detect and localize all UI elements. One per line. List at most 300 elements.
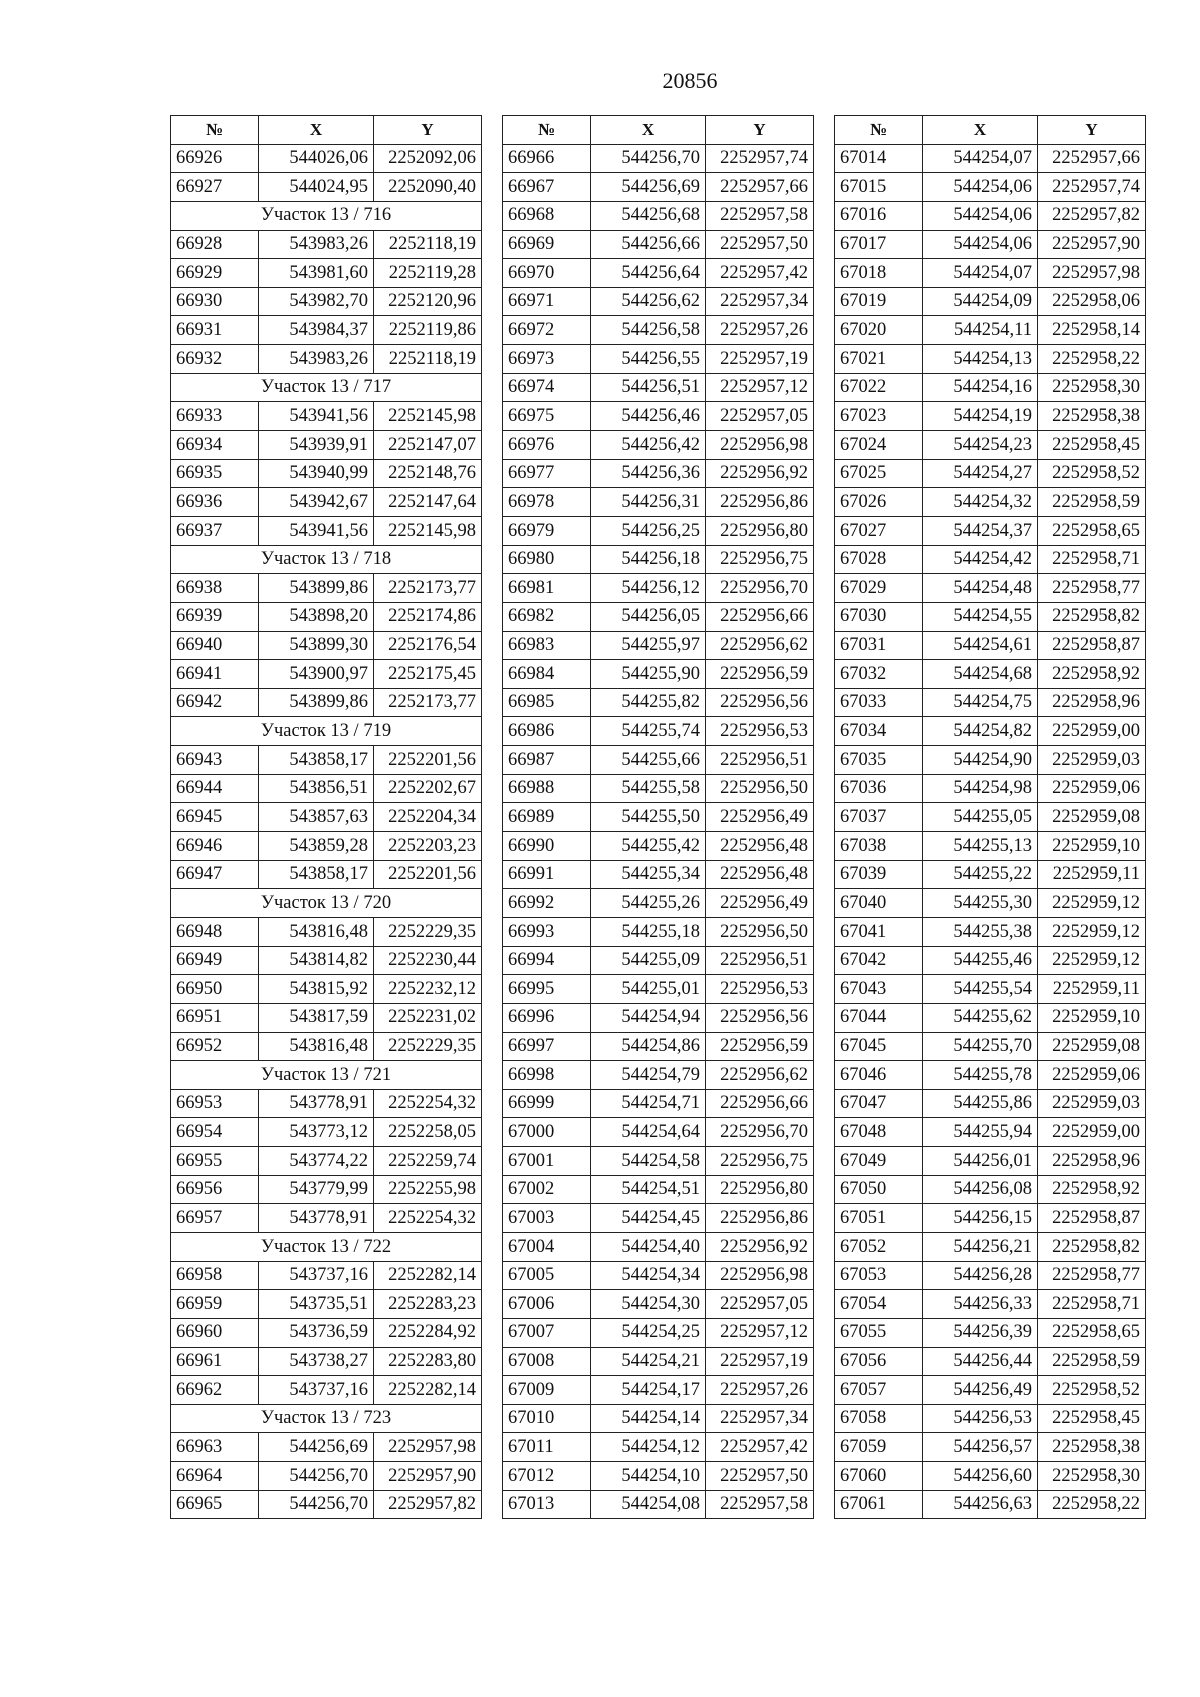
x-coordinate-cell: 544255,74: [591, 717, 706, 746]
x-coordinate-cell: 544256,15: [923, 1204, 1038, 1233]
y-coordinate-cell: 2252282,14: [374, 1376, 482, 1405]
y-coordinate-cell: 2252958,30: [1038, 373, 1146, 402]
table-row: [835, 660, 1146, 689]
y-coordinate-cell: 2252956,62: [706, 1061, 814, 1090]
table-row: [835, 860, 1146, 889]
table-row: [503, 946, 814, 975]
x-coordinate-cell: 544256,69: [591, 173, 706, 202]
section-row: [171, 1061, 482, 1090]
x-coordinate-cell: 544254,08: [591, 1490, 706, 1519]
section-row: [171, 373, 482, 402]
x-coordinate-cell: 543815,92: [259, 975, 374, 1004]
x-coordinate-cell: 544254,42: [923, 545, 1038, 574]
x-coordinate-cell: 544255,38: [923, 917, 1038, 946]
table-row: [171, 516, 482, 545]
table-row: [503, 1175, 814, 1204]
y-coordinate-cell: 2252147,64: [374, 488, 482, 517]
point-number-cell: 66966: [503, 144, 591, 173]
point-number-cell: 67021: [835, 345, 923, 374]
y-coordinate-cell: 2252258,05: [374, 1118, 482, 1147]
point-number-cell: 67042: [835, 946, 923, 975]
point-number-cell: 67054: [835, 1290, 923, 1319]
y-coordinate-cell: 2252957,74: [706, 144, 814, 173]
point-number-cell: 67038: [835, 832, 923, 861]
x-coordinate-cell: 544254,16: [923, 373, 1038, 402]
x-coordinate-cell: 544256,42: [591, 431, 706, 460]
x-coordinate-cell: 544255,50: [591, 803, 706, 832]
y-coordinate-cell: 2252956,66: [706, 602, 814, 631]
point-number-cell: 67009: [503, 1376, 591, 1405]
y-coordinate-cell: 2252956,66: [706, 1089, 814, 1118]
x-coordinate-cell: 543898,20: [259, 602, 374, 631]
point-number-cell: 67007: [503, 1318, 591, 1347]
y-coordinate-cell: 2252956,51: [706, 746, 814, 775]
x-coordinate-cell: 544254,98: [923, 774, 1038, 803]
table-row: [503, 631, 814, 660]
table-row: [171, 316, 482, 345]
point-number-cell: 67000: [503, 1118, 591, 1147]
x-coordinate-cell: 544254,12: [591, 1433, 706, 1462]
y-coordinate-cell: 2252959,10: [1038, 1003, 1146, 1032]
y-coordinate-cell: 2252959,12: [1038, 946, 1146, 975]
x-coordinate-cell: 544256,25: [591, 516, 706, 545]
point-number-cell: 67005: [503, 1261, 591, 1290]
y-coordinate-cell: 2252282,14: [374, 1261, 482, 1290]
x-coordinate-cell: 544254,90: [923, 746, 1038, 775]
point-number-cell: 66995: [503, 975, 591, 1004]
y-coordinate-cell: 2252956,98: [706, 1261, 814, 1290]
y-coordinate-cell: 2252959,12: [1038, 917, 1146, 946]
y-coordinate-cell: 2252201,56: [374, 860, 482, 889]
x-coordinate-cell: 544254,37: [923, 516, 1038, 545]
table-row: [835, 917, 1146, 946]
table-row: [503, 431, 814, 460]
table-row: [835, 1261, 1146, 1290]
x-coordinate-cell: 543737,16: [259, 1376, 374, 1405]
point-number-cell: 66978: [503, 488, 591, 517]
table-row: [171, 230, 482, 259]
x-coordinate-cell: 543778,91: [259, 1089, 374, 1118]
x-coordinate-cell: 544255,82: [591, 688, 706, 717]
point-number-cell: 67048: [835, 1118, 923, 1147]
y-coordinate-cell: 2252283,80: [374, 1347, 482, 1376]
x-coordinate-cell: 543857,63: [259, 803, 374, 832]
x-coordinate-cell: 543942,67: [259, 488, 374, 517]
x-coordinate-cell: 543981,60: [259, 259, 374, 288]
x-coordinate-cell: 544254,13: [923, 345, 1038, 374]
table-row: [171, 574, 482, 603]
point-number-cell: 66952: [171, 1032, 259, 1061]
point-number-cell: 67023: [835, 402, 923, 431]
point-number-cell: 66996: [503, 1003, 591, 1032]
x-coordinate-cell: 544254,86: [591, 1032, 706, 1061]
point-number-cell: 67018: [835, 259, 923, 288]
x-coordinate-cell: 543858,17: [259, 746, 374, 775]
point-number-cell: 66970: [503, 259, 591, 288]
y-coordinate-cell: 2252956,70: [706, 574, 814, 603]
table-row: [171, 660, 482, 689]
table-row: [171, 1462, 482, 1491]
point-number-cell: 67050: [835, 1175, 923, 1204]
y-coordinate-cell: 2252957,82: [374, 1490, 482, 1519]
table-row: [503, 975, 814, 1004]
y-coordinate-cell: 2252957,42: [706, 259, 814, 288]
y-coordinate-cell: 2252958,87: [1038, 1204, 1146, 1233]
point-number-cell: 66968: [503, 201, 591, 230]
x-coordinate-cell: 544255,78: [923, 1061, 1038, 1090]
y-coordinate-cell: 2252229,35: [374, 917, 482, 946]
y-coordinate-cell: 2252958,45: [1038, 431, 1146, 460]
y-coordinate-cell: 2252259,74: [374, 1147, 482, 1176]
y-coordinate-cell: 2252959,06: [1038, 1061, 1146, 1090]
point-number-cell: 67013: [503, 1490, 591, 1519]
table-row: [503, 688, 814, 717]
table-row: [835, 488, 1146, 517]
y-coordinate-cell: 2252092,06: [374, 144, 482, 173]
y-coordinate-cell: 2252174,86: [374, 602, 482, 631]
x-coordinate-cell: 544254,55: [923, 602, 1038, 631]
table-row: [171, 688, 482, 717]
y-coordinate-cell: 2252957,58: [706, 201, 814, 230]
y-coordinate-cell: 2252957,42: [706, 1433, 814, 1462]
x-coordinate-cell: 543941,56: [259, 516, 374, 545]
point-number-cell: 67055: [835, 1318, 923, 1347]
y-coordinate-cell: 2252958,06: [1038, 287, 1146, 316]
table-row: [835, 1061, 1146, 1090]
y-coordinate-cell: 2252957,34: [706, 1404, 814, 1433]
point-number-cell: 66997: [503, 1032, 591, 1061]
y-coordinate-cell: 2252956,80: [706, 1175, 814, 1204]
y-coordinate-cell: 2252956,50: [706, 774, 814, 803]
point-number-cell: 66985: [503, 688, 591, 717]
table-row: [835, 832, 1146, 861]
point-number-cell: 67052: [835, 1232, 923, 1261]
x-coordinate-cell: 544254,06: [923, 173, 1038, 202]
table-row: [171, 832, 482, 861]
coordinates-table-3: [834, 115, 1146, 1519]
y-coordinate-cell: 2252956,53: [706, 975, 814, 1004]
table-row: [835, 774, 1146, 803]
point-number-cell: 66956: [171, 1175, 259, 1204]
x-coordinate-cell: 544255,22: [923, 860, 1038, 889]
section-row: [171, 201, 482, 230]
point-number-cell: 66992: [503, 889, 591, 918]
y-coordinate-cell: 2252958,65: [1038, 1318, 1146, 1347]
y-coordinate-cell: 2252958,45: [1038, 1404, 1146, 1433]
x-coordinate-cell: 543816,48: [259, 917, 374, 946]
y-coordinate-cell: 2252956,86: [706, 488, 814, 517]
table-row: [171, 431, 482, 460]
point-number-cell: 66926: [171, 144, 259, 173]
x-coordinate-cell: 544256,70: [259, 1462, 374, 1491]
point-number-cell: 66991: [503, 860, 591, 889]
point-number-cell: 67020: [835, 316, 923, 345]
y-coordinate-cell: 2252148,76: [374, 459, 482, 488]
y-coordinate-cell: 2252958,87: [1038, 631, 1146, 660]
x-coordinate-cell: 544256,51: [591, 373, 706, 402]
y-coordinate-cell: 2252958,92: [1038, 1175, 1146, 1204]
table-row: [503, 1204, 814, 1233]
table-row: [835, 402, 1146, 431]
y-coordinate-cell: 2252231,02: [374, 1003, 482, 1032]
y-coordinate-cell: 2252957,82: [1038, 201, 1146, 230]
table-row: [171, 803, 482, 832]
point-number-cell: 67029: [835, 574, 923, 603]
table-row: [503, 746, 814, 775]
header-x: X: [591, 116, 706, 145]
table-row: [835, 1376, 1146, 1405]
table-row: [835, 1347, 1146, 1376]
y-coordinate-cell: 2252956,48: [706, 860, 814, 889]
table-row: [835, 287, 1146, 316]
header-y: Y: [1038, 116, 1146, 145]
table-row: [835, 574, 1146, 603]
point-number-cell: 66962: [171, 1376, 259, 1405]
table-row: [503, 889, 814, 918]
coordinates-table-2: [502, 115, 814, 1519]
point-number-cell: 66949: [171, 946, 259, 975]
y-coordinate-cell: 2252956,75: [706, 545, 814, 574]
table-row: [503, 1404, 814, 1433]
point-number-cell: 66975: [503, 402, 591, 431]
x-coordinate-cell: 544255,97: [591, 631, 706, 660]
point-number-cell: 67045: [835, 1032, 923, 1061]
table-row: [503, 459, 814, 488]
table-header-row: [503, 116, 814, 145]
point-number-cell: 67012: [503, 1462, 591, 1491]
table-row: [503, 1347, 814, 1376]
y-coordinate-cell: 2252956,53: [706, 717, 814, 746]
x-coordinate-cell: 543817,59: [259, 1003, 374, 1032]
table-row: [503, 774, 814, 803]
x-coordinate-cell: 544254,19: [923, 402, 1038, 431]
x-coordinate-cell: 543983,26: [259, 230, 374, 259]
point-number-cell: 66983: [503, 631, 591, 660]
table-row: [503, 602, 814, 631]
header-number: №: [171, 116, 259, 145]
x-coordinate-cell: 544026,06: [259, 144, 374, 173]
x-coordinate-cell: 543816,48: [259, 1032, 374, 1061]
table-row: [835, 316, 1146, 345]
table-row: [835, 1462, 1146, 1491]
x-coordinate-cell: 544256,08: [923, 1175, 1038, 1204]
table-header-row: [835, 116, 1146, 145]
point-number-cell: 66933: [171, 402, 259, 431]
table-row: [835, 373, 1146, 402]
y-coordinate-cell: 2252958,14: [1038, 316, 1146, 345]
point-number-cell: 66972: [503, 316, 591, 345]
y-coordinate-cell: 2252956,62: [706, 631, 814, 660]
y-coordinate-cell: 2252958,77: [1038, 574, 1146, 603]
x-coordinate-cell: 544255,94: [923, 1118, 1038, 1147]
point-number-cell: 66969: [503, 230, 591, 259]
table-row: [503, 1232, 814, 1261]
point-number-cell: 66942: [171, 688, 259, 717]
table-row: [503, 1061, 814, 1090]
y-coordinate-cell: 2252959,06: [1038, 774, 1146, 803]
x-coordinate-cell: 544254,25: [591, 1318, 706, 1347]
table-row: [835, 345, 1146, 374]
x-coordinate-cell: 544254,94: [591, 1003, 706, 1032]
table-row: [503, 488, 814, 517]
y-coordinate-cell: 2252956,50: [706, 917, 814, 946]
y-coordinate-cell: 2252958,65: [1038, 516, 1146, 545]
x-coordinate-cell: 543779,99: [259, 1175, 374, 1204]
table-row: [503, 259, 814, 288]
y-coordinate-cell: 2252957,05: [706, 1290, 814, 1319]
y-coordinate-cell: 2252958,82: [1038, 1232, 1146, 1261]
table-row: [171, 1490, 482, 1519]
x-coordinate-cell: 544256,39: [923, 1318, 1038, 1347]
x-coordinate-cell: 544254,61: [923, 631, 1038, 660]
point-number-cell: 67016: [835, 201, 923, 230]
point-number-cell: 66946: [171, 832, 259, 861]
y-coordinate-cell: 2252959,08: [1038, 1032, 1146, 1061]
table-row: [835, 1003, 1146, 1032]
y-coordinate-cell: 2252284,92: [374, 1318, 482, 1347]
point-number-cell: 67003: [503, 1204, 591, 1233]
point-number-cell: 67002: [503, 1175, 591, 1204]
table-row: [171, 287, 482, 316]
table-row: [835, 1147, 1146, 1176]
point-number-cell: 66986: [503, 717, 591, 746]
point-number-cell: 67032: [835, 660, 923, 689]
table-row: [835, 717, 1146, 746]
point-number-cell: 66937: [171, 516, 259, 545]
x-coordinate-cell: 544256,21: [923, 1232, 1038, 1261]
x-coordinate-cell: 544255,26: [591, 889, 706, 918]
table-row: [171, 1003, 482, 1032]
point-number-cell: 67041: [835, 917, 923, 946]
x-coordinate-cell: 544254,17: [591, 1376, 706, 1405]
table-row: [835, 602, 1146, 631]
y-coordinate-cell: 2252957,34: [706, 287, 814, 316]
y-coordinate-cell: 2252120,96: [374, 287, 482, 316]
x-coordinate-cell: 544255,30: [923, 889, 1038, 918]
table-row: [171, 345, 482, 374]
point-number-cell: 66947: [171, 860, 259, 889]
y-coordinate-cell: 2252090,40: [374, 173, 482, 202]
y-coordinate-cell: 2252958,22: [1038, 345, 1146, 374]
table-row: [503, 173, 814, 202]
y-coordinate-cell: 2252956,59: [706, 660, 814, 689]
x-coordinate-cell: 544254,21: [591, 1347, 706, 1376]
table-row: [503, 1147, 814, 1176]
x-coordinate-cell: 543899,30: [259, 631, 374, 660]
x-coordinate-cell: 544256,18: [591, 545, 706, 574]
x-coordinate-cell: 544254,27: [923, 459, 1038, 488]
point-number-cell: 67027: [835, 516, 923, 545]
point-number-cell: 67061: [835, 1490, 923, 1519]
section-row: [171, 1232, 482, 1261]
table-row: [835, 1204, 1146, 1233]
point-number-cell: 67058: [835, 1404, 923, 1433]
point-number-cell: 67034: [835, 717, 923, 746]
point-number-cell: 66936: [171, 488, 259, 517]
section-title: Участок 13 / 722: [171, 1232, 482, 1261]
x-coordinate-cell: 544254,14: [591, 1404, 706, 1433]
x-coordinate-cell: 543738,27: [259, 1347, 374, 1376]
table-row: [503, 1376, 814, 1405]
x-coordinate-cell: 543899,86: [259, 574, 374, 603]
point-number-cell: 67046: [835, 1061, 923, 1090]
y-coordinate-cell: 2252957,12: [706, 373, 814, 402]
point-number-cell: 67059: [835, 1433, 923, 1462]
y-coordinate-cell: 2252957,90: [1038, 230, 1146, 259]
table-row: [835, 1118, 1146, 1147]
x-coordinate-cell: 543735,51: [259, 1290, 374, 1319]
table-row: [171, 917, 482, 946]
y-coordinate-cell: 2252145,98: [374, 516, 482, 545]
y-coordinate-cell: 2252957,66: [706, 173, 814, 202]
x-coordinate-cell: 544256,36: [591, 459, 706, 488]
table-row: [503, 1462, 814, 1491]
y-coordinate-cell: 2252229,35: [374, 1032, 482, 1061]
coordinates-table-1: [170, 115, 482, 1519]
point-number-cell: 66982: [503, 602, 591, 631]
point-number-cell: 67010: [503, 1404, 591, 1433]
x-coordinate-cell: 544254,06: [923, 201, 1038, 230]
table-row: [503, 1089, 814, 1118]
x-coordinate-cell: 544254,23: [923, 431, 1038, 460]
point-number-cell: 67004: [503, 1232, 591, 1261]
point-number-cell: 66943: [171, 746, 259, 775]
point-number-cell: 67028: [835, 545, 923, 574]
y-coordinate-cell: 2252958,38: [1038, 402, 1146, 431]
header-number: №: [835, 116, 923, 145]
x-coordinate-cell: 544254,45: [591, 1204, 706, 1233]
x-coordinate-cell: 544255,13: [923, 832, 1038, 861]
table-row: [835, 746, 1146, 775]
table-row: [503, 373, 814, 402]
y-coordinate-cell: 2252118,19: [374, 230, 482, 259]
table-row: [171, 1347, 482, 1376]
point-number-cell: 67001: [503, 1147, 591, 1176]
section-row: [171, 717, 482, 746]
section-row: [171, 889, 482, 918]
table-row: [503, 345, 814, 374]
header-y: Y: [706, 116, 814, 145]
point-number-cell: 67053: [835, 1261, 923, 1290]
point-number-cell: 66953: [171, 1089, 259, 1118]
y-coordinate-cell: 2252959,00: [1038, 1118, 1146, 1147]
x-coordinate-cell: 544254,64: [591, 1118, 706, 1147]
table-row: [835, 631, 1146, 660]
point-number-cell: 66974: [503, 373, 591, 402]
y-coordinate-cell: 2252118,19: [374, 345, 482, 374]
table-row: [171, 1261, 482, 1290]
section-title: Участок 13 / 716: [171, 201, 482, 230]
table-row: [835, 975, 1146, 1004]
y-coordinate-cell: 2252957,19: [706, 1347, 814, 1376]
table-row: [171, 173, 482, 202]
table-row: [171, 1175, 482, 1204]
x-coordinate-cell: 544256,57: [923, 1433, 1038, 1462]
x-coordinate-cell: 544254,34: [591, 1261, 706, 1290]
table-row: [503, 1003, 814, 1032]
point-number-cell: 66934: [171, 431, 259, 460]
table-row: [171, 746, 482, 775]
table-row: [171, 1290, 482, 1319]
x-coordinate-cell: 544254,30: [591, 1290, 706, 1319]
point-number-cell: 66945: [171, 803, 259, 832]
point-number-cell: 67051: [835, 1204, 923, 1233]
y-coordinate-cell: 2252230,44: [374, 946, 482, 975]
table-row: [503, 803, 814, 832]
point-number-cell: 67039: [835, 860, 923, 889]
y-coordinate-cell: 2252957,98: [1038, 259, 1146, 288]
x-coordinate-cell: 544254,58: [591, 1147, 706, 1176]
